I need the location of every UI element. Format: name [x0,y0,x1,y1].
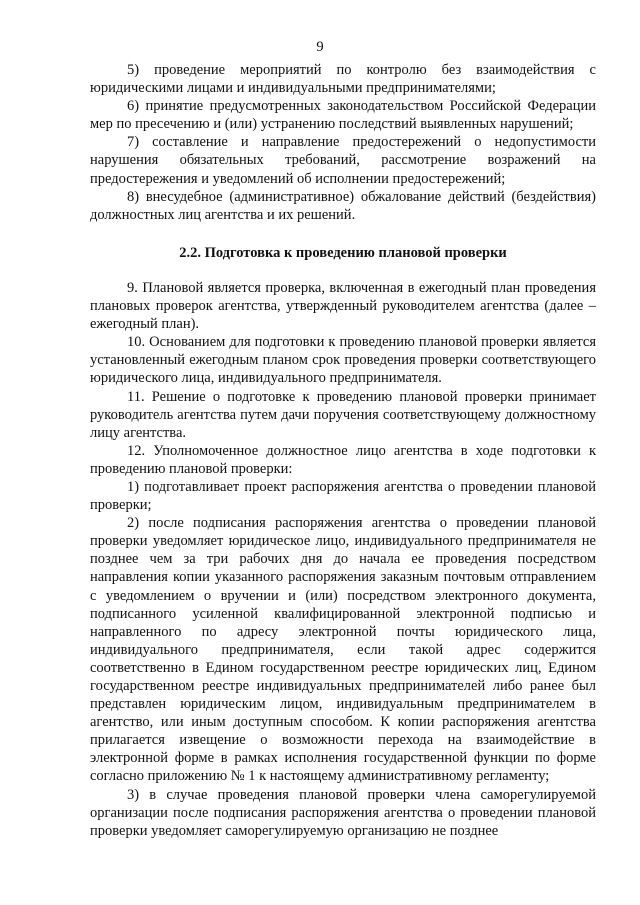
document-body [90,61,596,840]
paragraph: 3) в случае проведения плановой проверки члена саморегулируемой организации после подписания распоряжения агентства о проведении плановой проверки уведомляет саморегулируемую организацию не позднее [90,786,596,839]
list-item: 7) составление и направление предостережений о недопустимости нарушения обязательных требований, рассмотрение возражений на предостережения и уведомлений об исполнении предостережений; [90,134,596,187]
section-heading: 2.2. Подготовка к проведению плановой проверки [179,244,507,261]
paragraph: 9. Плановой является проверка, включенная в ежегодный план проведения плановых проверок агентства, утвержденный руководителем агентства (далее – ежегодный план). [90,279,596,333]
list-item: 8) внесудебное (административное) обжалование действий (бездействия) должностных лиц агентства и их решений. [90,188,596,223]
list-item: 5) проведение мероприятий по контролю без взаимодействия с юридическими лицами и индивидуальными предпринимателями; [90,62,596,97]
paragraph: 2) после подписания распоряжения агентства о проведении плановой проверки уведомляет юридическое лицо, индивидуального предпринимателя не позднее чем за три рабочих дня до начала ее проведения посредством направления копии указанного распоряжения заказным почтовым отправлением с уведомлением о вручении и (или) посредством электронного документа, подписанного усиленной квалифицированной электронной подписью и направленного по адресу электронной почты юридического лица, индивидуального предпринимателя, если такой адрес содержится соответственно в Едином государственном реестре юридических лиц, Едином государственном реестре индивидуальных предпринимателей либо ранее был представлен юридическим лицом, индивидуальным предпринимателем в агентство, или иным доступным способом. К копии распоряжения агентства прилагается извещение о возможности перехода на взаимодействие в электронной форме в рамках исполнения государственной функции по форме согласно приложению № 1 к настоящему административному регламенту; [90,515,596,785]
spacer [90,224,596,244]
list-item: 6) принятие предусмотренных законодательством Российской Федерации мер по пресечению и (или) устранению последствий выявленных нарушений; [90,98,596,133]
spacer [90,262,596,279]
page-number: 9 [316,39,324,55]
paragraph: 11. Решение о подготовке к проведению плановой проверки принимает руководитель агентства путем дачи поручения соответствующему должностному лицу агентства. [90,388,596,441]
paragraph: 1) подготавливает проект распоряжения агентства о проведении плановой проверки; [90,478,596,514]
paragraph: 12. Уполномоченное должностное лицо агентства в ходе подготовки к проведению плановой проверки: [90,442,596,477]
paragraph: 10. Основанием для подготовки к проведению плановой проверки является установленный ежегодным планом срок проведения проверки соответствующего юридического лица, индивидуального предпринимателя. [90,334,596,387]
